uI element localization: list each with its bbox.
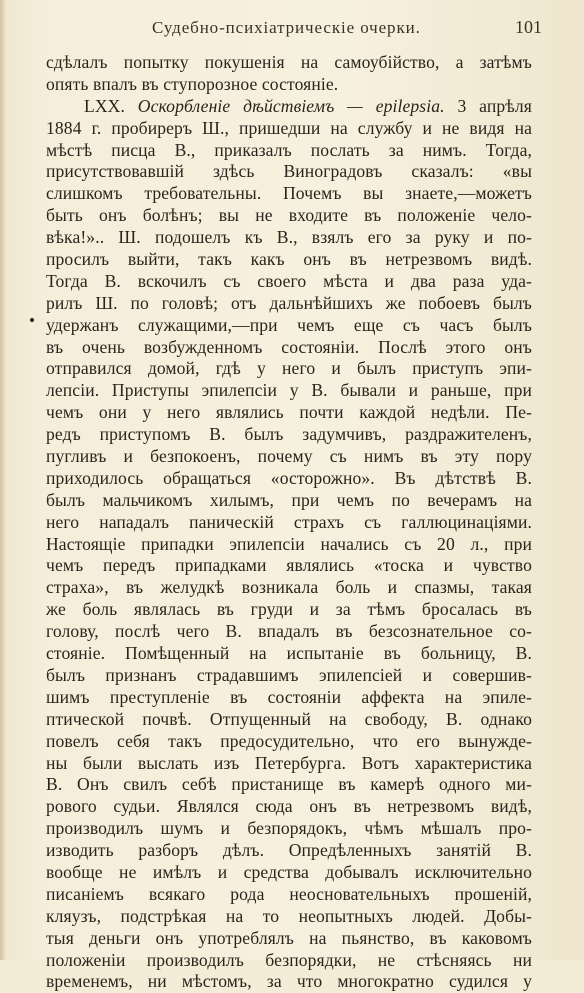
page-number: 101 bbox=[515, 17, 542, 37]
text-line: рилъ Ш. по головѣ; отъ дальнѣйшихъ же побоевъ былъ bbox=[46, 292, 532, 313]
text-line: повелъ себя такъ предосудительно, что его вынужде- bbox=[46, 730, 532, 751]
text-line: же боль являлась въ груди и за тѣмъ бросалась въ bbox=[46, 599, 532, 620]
text-line: былъ мальчикомъ хилымъ, при чемъ по вечерамъ на bbox=[46, 489, 532, 510]
text-line: приходилось обращаться «осторожно». Въ дѣтствѣ В. bbox=[46, 467, 532, 488]
text-line: редъ приступомъ В. былъ задумчивъ, раздражителенъ, bbox=[46, 424, 532, 445]
text-line: шимъ преступленіе въ состояніи аффекта на эпиле- bbox=[46, 686, 532, 707]
text-line: страха», въ желудкѣ возникала боль и спазмы, такая bbox=[46, 577, 532, 598]
text-line: опять впалъ въ ступорозное состояніе. bbox=[46, 73, 339, 94]
text-line: пугливъ и безпокоенъ, почему съ нимъ въ эту пору bbox=[46, 446, 532, 467]
text-line: просилъ выйти, такъ какъ онъ въ нетрезвомъ видѣ. bbox=[46, 249, 532, 270]
text-line: слишкомъ требовательны. Почемъ вы знаете,—можетъ bbox=[46, 183, 532, 204]
page-spine-shadow bbox=[0, 0, 6, 960]
text-line: временемъ, ни мѣстомъ, за что многократно судился у bbox=[46, 971, 532, 992]
text-line: былъ признанъ страдавшимъ эпилепсіей и совершив- bbox=[46, 664, 532, 685]
text-line: мѣстѣ писца В., приказалъ послать за нимъ. Тогда, bbox=[46, 139, 532, 160]
text-line: голову, послѣ чего В. впадалъ въ безсознательное со- bbox=[46, 621, 532, 642]
case-number: LXX. bbox=[84, 95, 125, 116]
text-line: вообще не имѣлъ и средства добывалъ исключительно bbox=[46, 861, 532, 882]
margin-dot-mark bbox=[30, 318, 34, 322]
text-line: вѣка!».. Ш. подошелъ къ В., взялъ его за руку и по- bbox=[46, 227, 532, 248]
text-line: него нападалъ паническій страхъ съ галлюцинаціями. bbox=[46, 511, 532, 532]
page-header bbox=[44, 12, 544, 42]
text-line: отправился домой, гдѣ у него и былъ приступъ эпи- bbox=[46, 358, 532, 379]
text-line: производилъ шумъ и безпорядокъ, чѣмъ мѣшалъ про- bbox=[46, 818, 532, 839]
text-line: чемъ они у него являлись почти каждой недѣли. Пе- bbox=[46, 402, 532, 423]
text-line: птической почвѣ. Отпущенный на свободу, В. однако bbox=[46, 708, 532, 729]
text-line: рового судьи. Являлся сюда онъ въ нетрезвомъ видѣ, bbox=[46, 796, 532, 817]
text-line: изводить разборъ дѣлъ. Опредѣленныхъ занятій В. bbox=[46, 840, 532, 861]
text-line: сдѣлалъ попытку покушенія на самоубійство, а затѣмъ bbox=[46, 52, 532, 72]
case-date-start: 3 апрѣля bbox=[457, 95, 532, 116]
text-line: удержанъ служащими,—при чемъ еще съ часъ былъ bbox=[46, 314, 532, 335]
text-line: В. Онъ свилъ себѣ пристанище въ камерѣ одного ми- bbox=[46, 774, 532, 795]
text-line: писаніемъ всякаго рода неосновательныхъ прошеній, bbox=[46, 883, 532, 904]
text-line: въ очень возбужденномъ состояніи. Послѣ этого онъ bbox=[46, 336, 532, 357]
text-line: быть онъ болѣнъ; вы не входите въ положеніе чело- bbox=[46, 205, 532, 226]
text-line: присутствовавшій здѣсь Виноградовъ сказалъ: «вы bbox=[46, 161, 532, 182]
text-line: стояніе. Помѣщенный на испытаніе въ больницу, В. bbox=[46, 643, 532, 664]
text-line: ны были выслать изъ Петербурга. Вотъ характеристика bbox=[46, 752, 532, 773]
text-line: Тогда В. вскочилъ съ своего мѣста и два раза уда- bbox=[46, 270, 532, 291]
text-line: положеніи производилъ безпорядки, не стѣсняясь ни bbox=[46, 949, 532, 970]
text-line: 1884 г. пробиреръ Ш., пришедши на службу и не видя на bbox=[46, 117, 532, 138]
text-line: тыя деньги онъ употреблялъ на пьянство, въ каковомъ bbox=[46, 927, 532, 948]
text-line: чемъ передъ припадками являлись «тоска и чувство bbox=[46, 555, 532, 576]
running-head: Судебно-психіатрическіе очерки. bbox=[152, 18, 421, 37]
body-text bbox=[46, 52, 532, 993]
case-title: Оскорбленіе дѣйствіемъ — epilepsia. bbox=[137, 95, 445, 116]
text-line: лепсіи. Приступы эпилепсіи у В. бывали и раньше, при bbox=[46, 380, 532, 401]
case-heading-line bbox=[46, 96, 532, 118]
text-line: кляузъ, подстрѣкая на то неопытныхъ людей. Добы- bbox=[46, 905, 532, 926]
text-line: Настоящіе припадки эпилепсіи начались съ 20 л., при bbox=[46, 533, 532, 554]
